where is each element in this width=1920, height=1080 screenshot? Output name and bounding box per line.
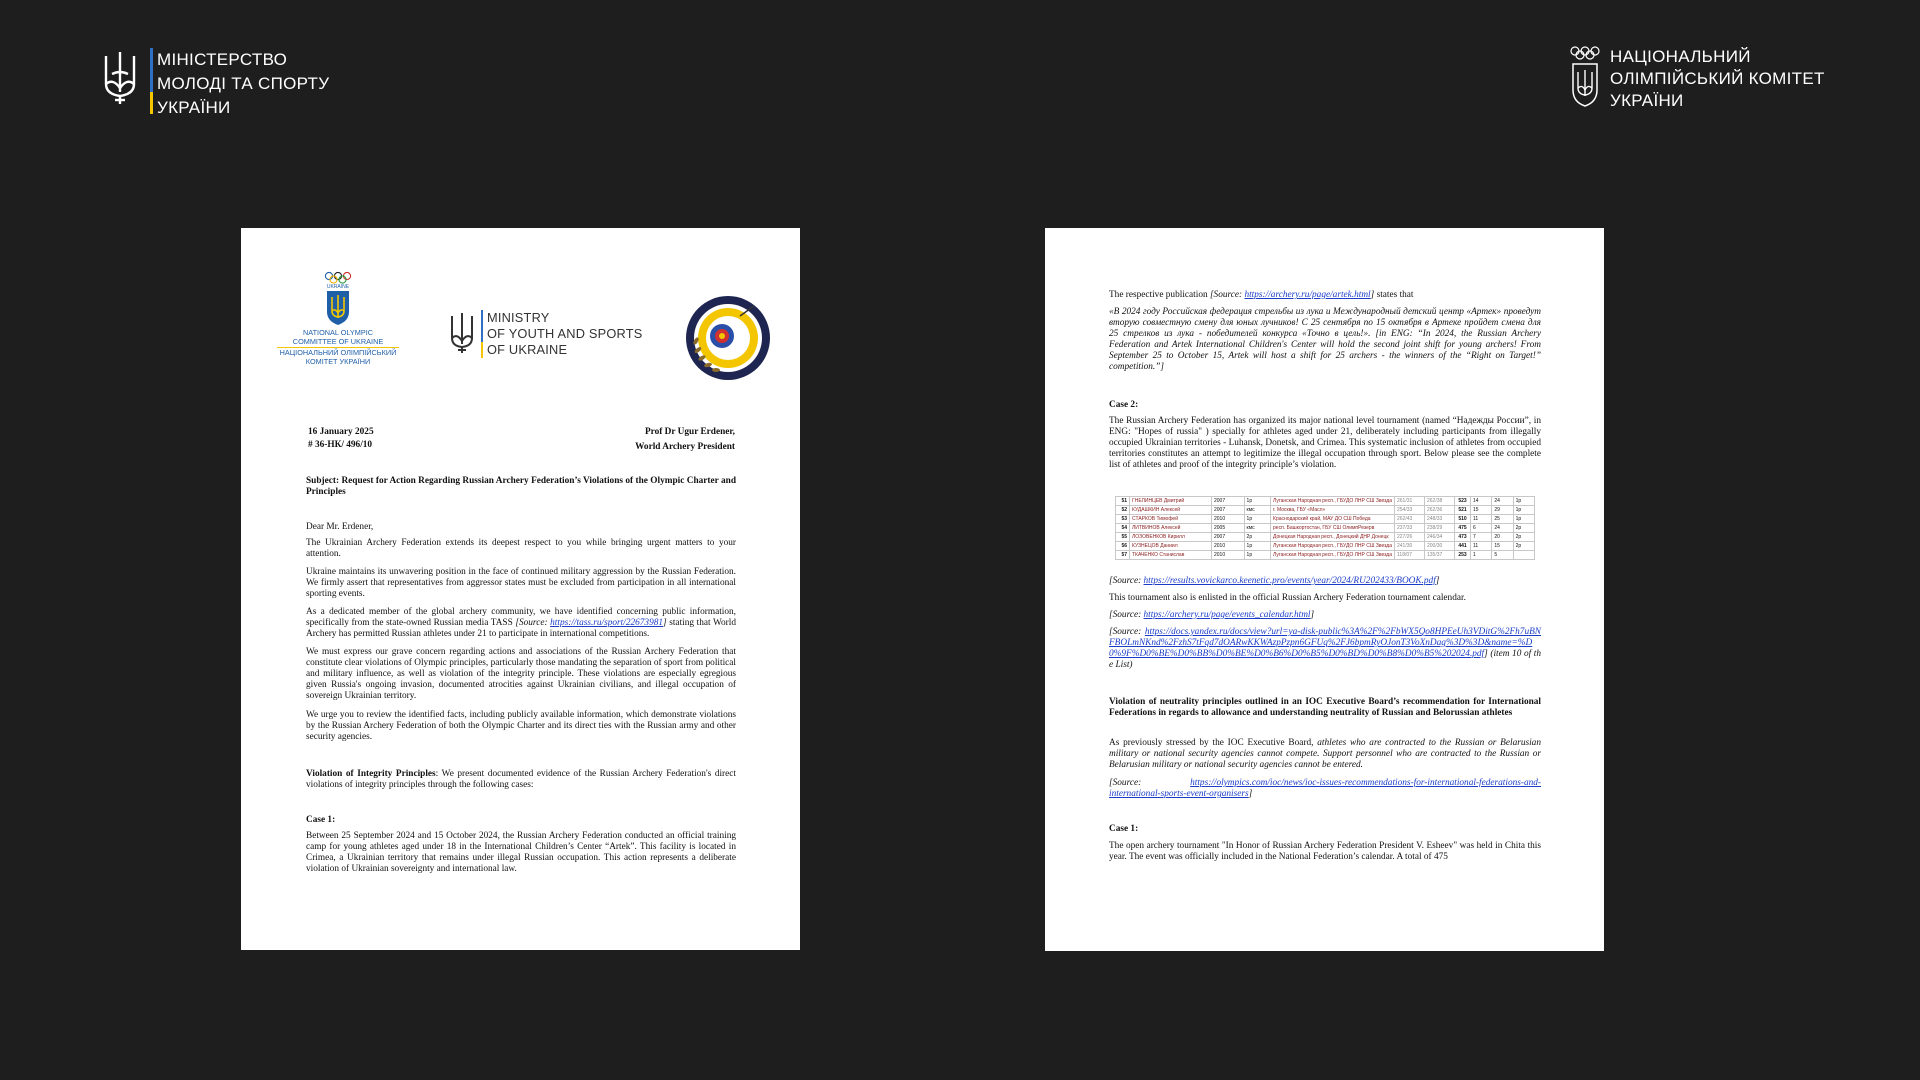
calendar-note: This tournament also is enlisted in the official Russian Archery Federation tournament calendar. [1109, 593, 1466, 603]
source-ioc: [Source: https://olympics.com/ioc/news/ioc-issues-recommendations-for-international-federations-and-international-sports-event-organisers] [1109, 778, 1541, 799]
athlete-row [1116, 524, 1535, 533]
ukraine-shield-icon [325, 290, 351, 326]
athlete-cell-cat: 1р [1244, 542, 1270, 551]
athlete-cell-yr: 2007 [1212, 533, 1245, 542]
athlete-cell-total: 253 [1455, 551, 1471, 560]
ministry-logo-line-2: OF YOUTH AND SPORTS [487, 326, 643, 341]
athlete-cell-name: ТКАЧЕНКО Станислав [1130, 551, 1212, 560]
athlete-cell-n: 56 [1116, 542, 1130, 551]
athlete-cell-x: 11 [1471, 515, 1492, 524]
ministry-logo-line-1: MINISTRY [487, 310, 550, 325]
results-source-link[interactable]: https://results.vovickarco.keenetic.pro/events/year/2024/RU202433/BOOK.pdf [1143, 576, 1436, 586]
athlete-cell-s1: 227/26 [1395, 533, 1425, 542]
athlete-cell-yr: 2010 [1212, 542, 1245, 551]
neutrality-text: As previously stressed by the IOC Executive Board, athletes who are contracted to the Russian or Belarusian military or national security agencies cannot compete. Support personnel who are contracted to the Russian or Belarusian military or national security agencies cannot be entered. [1109, 738, 1541, 770]
athlete-cell-cat: 1р [1244, 551, 1270, 560]
athlete-cell-region: Луганская Народная респ., ГБУДО ЛНР СШ Звезда [1271, 497, 1395, 506]
case-1-text: Between 25 September 2024 and 15 October 2024, the Russian Archery Federation conducted an official training camp for young athletes aged under 18 in the International Children’s Center “Artek”. This facility is located in Crimea, a Ukrainian territory that remains under illegal Russian occupation. This action represents a deliberate violation of Ukrainian sovereignty and international law. [306, 831, 736, 874]
case-2-heading: Case 2: [1109, 400, 1139, 410]
athlete-cell-yr: 2005 [1212, 524, 1245, 533]
athlete-cell-r: 1р [1513, 515, 1534, 524]
tass-source-link[interactable]: https://tass.ru/sport/22673981 [550, 618, 664, 628]
athlete-cell-s2: 135/37 [1425, 551, 1455, 560]
neutrality-heading: Violation of neutrality principles outlined in an IOC Executive Board’s recommendation for International Federations in regards to allowance and understanding neutrality of Russian and Belorussian athletes [1109, 697, 1541, 718]
athlete-cell-y: 24 [1492, 497, 1513, 506]
flag-bars [150, 48, 153, 114]
trident-icon [447, 310, 477, 356]
noc-logo-ua-2: КОМІТЕТ УКРАЇНИ [305, 356, 371, 366]
noc-line-3: УКРАЇНИ [1610, 91, 1684, 110]
olympic-rings-icon [323, 271, 353, 284]
noc-logo-ua-1: НАЦІОНАЛЬНИЙ ОЛІМПІЙСЬКИЙ [279, 348, 397, 357]
recipient-name: Prof Dr Ugur Erdener, [644, 427, 735, 437]
athlete-cell-name: СТАРКОВ Тимофей [1130, 515, 1212, 524]
athlete-cell-n: 51 [1116, 497, 1130, 506]
ministry-line-2: МОЛОДІ ТА СПОРТУ [157, 74, 330, 93]
page2-case-1-heading: Case 1: [1109, 824, 1139, 834]
athlete-cell-total: 441 [1455, 542, 1471, 551]
ministry-line-1: МІНІСТЕРСТВО [157, 50, 288, 69]
athlete-cell-r [1513, 551, 1534, 560]
athlete-cell-cat: 1р [1244, 515, 1270, 524]
letter-reference: # 36-НК/ 496/10 [308, 440, 373, 450]
athlete-cell-yr: 2010 [1212, 551, 1245, 560]
athlete-cell-region: Краснодарский край, МАУ ДО СШ Победа [1271, 515, 1395, 524]
athlete-row [1116, 506, 1535, 515]
artek-quote: «В 2024 году Российская федерация стрельбы из лука и Международный детский центр «Артек» проведут вторую совместную смену для юных лучников! С 25 сентября по 15 октября в Артеке пройдет смена для 25 стрелков из лука - победителей конкурса «Точно в цель!». [in ENG: “In 2024, the Russian Archery Federation and Artek International Children's Center will hold the second joint shift for young archers! From September 25 to October 15, Artek will host a shift for 25 archers - the winners of the “Right on Target!” competition.”] [1109, 307, 1541, 372]
source-calendar: [Source: https://archery.ru/page/events_calendar.html] [1109, 610, 1315, 620]
paragraph-3: As a dedicated member of the global archery community, we have identified concerning public information, specifically from the state-owned Russian media TASS [Source: https://tass.ru/sport/22673981] stating that World Archery has permitted Russian athletes under 21 to participate in international competitions. [306, 607, 736, 639]
athlete-cell-cat: 1р [1244, 497, 1270, 506]
archery-federation-logo-icon [684, 294, 772, 382]
athlete-cell-y: 29 [1492, 506, 1513, 515]
athlete-cell-y: 20 [1492, 533, 1513, 542]
athlete-cell-r: 1р [1513, 506, 1534, 515]
publication-intro: The respective publication [Source: https://archery.ru/page/artek.html] states that [1109, 290, 1414, 300]
athlete-cell-cat: кмс [1244, 524, 1270, 533]
athlete-cell-total: 475 [1455, 524, 1471, 533]
letter-page-1 [241, 228, 800, 950]
athletes-table [1115, 496, 1535, 560]
athlete-cell-name: ЛОЗОВЕНКОВ Кирилл [1130, 533, 1212, 542]
salutation: Dear Mr. Erdener, [306, 522, 374, 532]
athlete-row [1116, 551, 1535, 560]
athlete-cell-n: 57 [1116, 551, 1130, 560]
athlete-cell-y: 15 [1492, 542, 1513, 551]
noc-letterhead-logo [274, 271, 402, 366]
athlete-cell-x: 7 [1471, 533, 1492, 542]
athlete-cell-region: г. Москва, ГБУ «Масл» [1271, 506, 1395, 515]
paragraph-4: We must express our grave concern regarding actions and associations of the Russian Archery Federation that constitute clear violations of Olympic principles, particularly those mandating the separation of sport from political and military influence, as well as violation of the integrity principle. These violations are especially egregious given Russia's ongoing invasion, documented atrocities against Ukrainian civilians, and illegal occupation of sovereign Ukrainian territory. [306, 647, 736, 701]
athlete-cell-region: Донецкая Народная респ., Донецкий ДНР Донецк [1271, 533, 1395, 542]
letter-page-2 [1045, 228, 1604, 951]
athlete-cell-total: 510 [1455, 515, 1471, 524]
athlete-cell-x: 1 [1471, 551, 1492, 560]
athlete-cell-yr: 2007 [1212, 497, 1245, 506]
ministry-line-3: УКРАЇНИ [157, 98, 231, 117]
recipient-title: World Archery President [635, 442, 735, 452]
athlete-cell-r: 2р [1513, 533, 1534, 542]
athlete-cell-name: КУДАШКИН Алексей [1130, 506, 1212, 515]
athlete-cell-s1: 261/31 [1395, 497, 1425, 506]
paragraph-1: The Ukrainian Archery Federation extends its deepest respect to you while bringing urgent matters to your attention. [306, 538, 736, 559]
ioc-source-link[interactable]: https://olympics.com/ioc/news/ioc-issues-recommendations-for-international-federations-and-international-sports-event-organisers [1109, 778, 1541, 799]
athlete-cell-s1: 254/33 [1395, 506, 1425, 515]
violation-heading: Violation of Integrity Principles [306, 769, 436, 779]
athlete-cell-n: 52 [1116, 506, 1130, 515]
athlete-cell-cat: кмс [1244, 506, 1270, 515]
letter-date: 16 January 2025 [308, 427, 374, 437]
athlete-cell-s2: 248/33 [1425, 515, 1455, 524]
athlete-cell-y: 5 [1492, 551, 1513, 560]
athlete-cell-s2: 262/36 [1425, 506, 1455, 515]
athlete-cell-s2: 246/34 [1425, 533, 1455, 542]
athlete-cell-total: 521 [1455, 506, 1471, 515]
athlete-cell-x: 15 [1471, 506, 1492, 515]
calendar-source-link[interactable]: https://archery.ru/page/events_calendar.html [1143, 610, 1311, 620]
athlete-cell-region: Луганская Народная респ., ГБУДО ЛНР СШ Звезда [1271, 542, 1395, 551]
athlete-cell-s1: 118/07 [1395, 551, 1425, 560]
athlete-cell-s1: 262/43 [1395, 515, 1425, 524]
noc-logo-top: UKRAINE [326, 284, 350, 290]
athlete-cell-x: 11 [1471, 542, 1492, 551]
case-2-text: The Russian Archery Federation has organized its major national level tournament (named “Надежды России”, in ENG: "Hopes of russia" ) specially for athletes aged under 21, deliberately including participants from illegally occupied Ukrainian territories - Luhansk, Donetsk, and Crimea. This systematic inclusion of athletes from occupied territories constitutes an attempt to legitimize the illegal occupation through sport. Below please see the complete list of athletes and proof of the integrity principle’s violation. [1109, 416, 1541, 470]
athlete-row [1116, 497, 1535, 506]
violation-paragraph: Violation of Integrity Principles: We present documented evidence of the Russian Archery Federation's direct violations of integrity principles through the following cases: [306, 769, 736, 790]
athlete-cell-n: 53 [1116, 515, 1130, 524]
athlete-row [1116, 533, 1535, 542]
athlete-cell-total: 523 [1455, 497, 1471, 506]
case-1-heading: Case 1: [306, 815, 336, 825]
yandex-source-link[interactable]: https://docs.yandex.ru/docs/view?url=ya-disk-public%3A%2F%2FbWX5Qo8HPEeUh3VDitG%2Fh7uBNFBOLmNKnd%2FzhS7tFqd7dOARwKKWAzpPzpn6GFUq%2FJ6bpmRyOJonT3VoXnDag%3D%3D&name=%D0%9F%D0%BE%D0%BB%D0%BE%D0%B6%D0%B5%D0%BD%D0%B8%D0%B5%202024.pdf [1109, 627, 1541, 659]
athlete-cell-r: 2р [1513, 542, 1534, 551]
athlete-cell-n: 54 [1116, 524, 1130, 533]
trident-emblem-icon [100, 48, 140, 108]
noc-logo-en-1: NATIONAL OLYMPIC [302, 328, 373, 337]
athlete-cell-region: Луганская Народная респ., ГБУДО ЛНР СШ Звезда [1271, 551, 1395, 560]
noc-line-2: ОЛІМПІЙСЬКИЙ КОМІТЕТ [1610, 69, 1825, 88]
athlete-cell-y: 24 [1492, 524, 1513, 533]
ministry-header-logo [100, 48, 329, 120]
athlete-row [1116, 542, 1535, 551]
ministry-flag-bars [481, 310, 483, 358]
athlete-cell-cat: 2р [1244, 533, 1270, 542]
athlete-cell-s1: 237/33 [1395, 524, 1425, 533]
athlete-cell-y: 25 [1492, 515, 1513, 524]
athlete-cell-r: 1р [1513, 497, 1534, 506]
page2-case-1-text: The open archery tournament "In Honor of Russian Archery Federation President V. Esheev" was held in Chita this year. The event was officially included in the National Federation’s calendar. A total of 475 [1109, 841, 1541, 862]
athlete-cell-yr: 2010 [1212, 515, 1245, 524]
athlete-cell-r: 2р [1513, 524, 1534, 533]
athlete-cell-x: 6 [1471, 524, 1492, 533]
source-results: [Source: https://results.vovickarco.keenetic.pro/events/year/2024/RU202433/BOOK.pdf] [1109, 576, 1440, 586]
athlete-cell-x: 14 [1471, 497, 1492, 506]
athlete-cell-name: ГНЕЛИНЦЕВ Дмитрий [1130, 497, 1212, 506]
athlete-cell-region: респ. Башкортостан, ГБУ СШ ОлимпРезерв [1271, 524, 1395, 533]
paragraph-5: We urge you to review the identified facts, including publicly available information, which demonstrate violations by the Russian Archery Federation of both the Olympic Charter and its direct ties with the Russian army and other security agencies. [306, 710, 736, 742]
athlete-cell-s2: 238/29 [1425, 524, 1455, 533]
athlete-cell-n: 55 [1116, 533, 1130, 542]
athlete-cell-name: ЛИТВИНОВ Алексей [1130, 524, 1212, 533]
noc-logo-en-2: COMMITTEE OF UKRAINE [292, 336, 384, 346]
noc-emblem-icon [1568, 46, 1602, 110]
noc-header-logo [1568, 46, 1825, 112]
letter-subject: Subject: Request for Action Regarding Russian Archery Federation’s Violations of the Olympic Charter and Principles [306, 476, 736, 497]
artek-source-link[interactable]: https://archery.ru/page/artek.html [1244, 290, 1371, 300]
athlete-cell-s1: 241/30 [1395, 542, 1425, 551]
ministry-letterhead-logo [447, 310, 643, 358]
athlete-cell-s2: 200/30 [1425, 542, 1455, 551]
paragraph-2: Ukraine maintains its unwavering position in the face of continued military aggression by the Russian Federation. We firmly assert that representatives from aggressor states must be excluded from participation in all international sporting events. [306, 567, 736, 599]
ministry-logo-line-3: OF UKRAINE [487, 342, 568, 357]
noc-line-1: НАЦІОНАЛЬНИЙ [1610, 47, 1751, 66]
source-yandex: [Source: https://docs.yandex.ru/docs/view?url=ya-disk-public%3A%2F%2FbWX5Qo8HPEeUh3VDitG%2Fh7uBNFBOLmNKnd%2FzhS7tFqd7dOARwKKWAzpPzpn6GFUq%2FJ6bpmRyOJonT3VoXnDag%3D%3D&name=%D0%9F%D0%BE%D0%BB%D0%BE%D0%B6%D0%B5%D0%BD%D0%B8%D0%B5%202024.pdf] (item 10 of the List) [1109, 627, 1541, 670]
athlete-cell-yr: 2007 [1212, 506, 1245, 515]
athlete-cell-name: КУЗНЕЦОВ Даниил [1130, 542, 1212, 551]
athlete-cell-total: 473 [1455, 533, 1471, 542]
athlete-row [1116, 515, 1535, 524]
athlete-cell-s2: 262/38 [1425, 497, 1455, 506]
